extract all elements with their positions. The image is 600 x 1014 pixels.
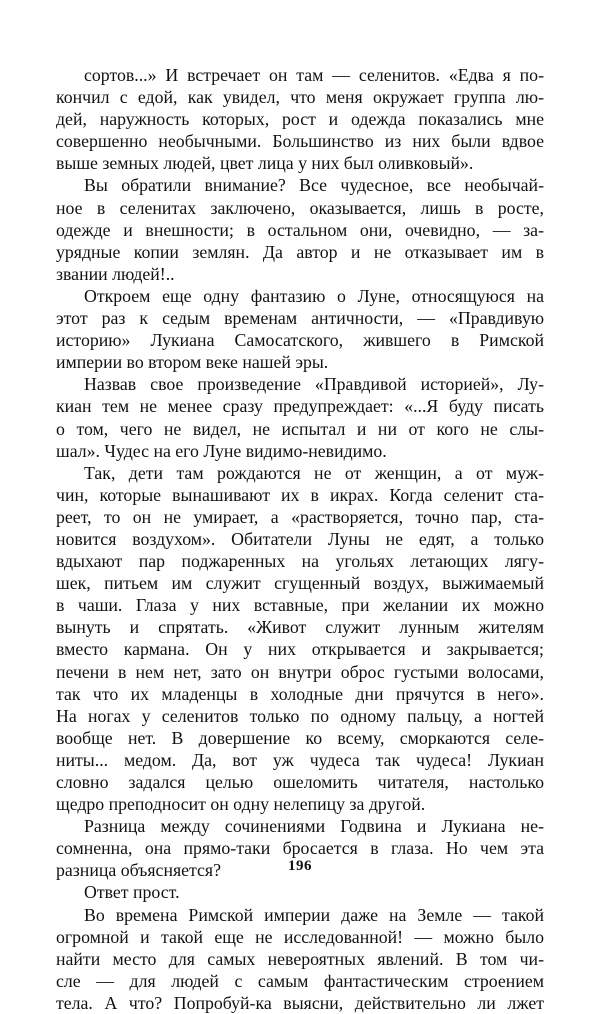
paragraph: [56, 174, 544, 284]
text-line: Разница между сочинениями Годвина и Лукиана не-: [84, 816, 544, 837]
text-line: совершенно необычными. Большинство из них были вдвое: [56, 131, 544, 152]
text-line: печени в нем нет, зато он внутри оброс густыми волосами,: [56, 661, 544, 682]
text-line: огромной и такой еще не исследованной! — можно было: [56, 926, 544, 947]
text-line: новится воздухом». Обитатели Луны не едят, а только: [56, 528, 544, 549]
text-line: сортов...» И встречает он там — селенитов. «Едва я по-: [84, 65, 544, 85]
paragraph: [56, 285, 544, 373]
paragraph: [56, 64, 544, 174]
text-line: киан тем не менее сразу предупреждает: «...Я буду писать: [56, 396, 544, 417]
text-line: На ногах у селенитов только по одному пальцу, а ногтей: [56, 705, 544, 726]
text-line: империи во втором веке нашей эры.: [56, 352, 329, 373]
text-line: сомненна, она прямо-таки бросается в глаза. Но чем эта: [56, 838, 544, 859]
text-line: шал». Чудес на его Луне видимо-невидимо.: [56, 440, 387, 461]
text-line: ное в селенитах заключено, оказывается, лишь в росте,: [56, 197, 544, 218]
text-line: чин, которые вынашивают их в икрах. Когда селенит ста-: [56, 484, 544, 505]
text-line: реет, то он не умирает, а «растворяется, точно пар, ста-: [56, 506, 544, 527]
text-line: так что их младенцы в холодные дни прячутся в него».: [56, 683, 544, 704]
text-line: звании людей!..: [56, 263, 175, 284]
text-line: Во времена Римской империи даже на Земле — такой: [84, 904, 544, 925]
text-line: вместо кармана. Он у них открывается и закрывается;: [56, 639, 544, 660]
text-line: Вы обратили внимание? Все чудесное, все необычай-: [84, 175, 544, 196]
paragraph: [56, 462, 544, 816]
text-line: вдыхают пар поджаренных на угольях летающих лягу-: [56, 551, 544, 572]
text-line: найти место для самых невероятных явлений. В том чи-: [56, 948, 544, 969]
text-line: урядные копии землян. Да автор и не отказывает им в: [56, 241, 544, 262]
text-line: Назвав свое произведение «Правдивой историей», Лу-: [84, 374, 544, 395]
paragraph: [56, 373, 544, 461]
text-line: вообще нет. В довершение ко всему, сморкаются селе-: [56, 727, 544, 748]
text-line: тела. А что? Попробуй-ка выясни, действительно ли лжет: [56, 992, 544, 1013]
text-line: Так, дети там рождаются не от женщин, а от муж-: [84, 462, 544, 483]
text-line: одежде и внешности; в остальном они, очевидно, — за-: [56, 219, 544, 240]
text-line: ниты... медом. Да, вот уж чудеса так чудеса! Лукиан: [56, 749, 544, 770]
text-line: историю» Лукиана Самосатского, жившего в Римской: [56, 330, 544, 351]
text-line: о том, чего не видел, не испытал и ни от кого не слы-: [56, 418, 544, 439]
text-line: этот раз к седым временам античности, — «Правдивую: [56, 308, 544, 329]
paragraph: [56, 881, 544, 903]
text-line: словно задался целью ошеломить читателя, настолько: [56, 772, 544, 792]
text-line: разница объясняется?: [56, 860, 221, 881]
text-line: выше земных людей, цвет лица у них был оливковый».: [56, 153, 474, 174]
page-number: 196: [288, 858, 312, 874]
text-line: дей, наружность которых, рост и одежда показались мне: [56, 109, 544, 130]
text-line: вынуть и спрятать. «Живот служит лунным жителям: [56, 617, 544, 638]
text-line: в чаши. Глаза у них вставные, при желании их можно: [56, 595, 544, 616]
text-line: сле — для людей с самым фантастическим строением: [56, 970, 544, 991]
text-line: щедро преподносит он одну нелепицу за другой.: [56, 794, 426, 815]
text-line: Ответ прост.: [84, 882, 180, 903]
text-line: шек, питьем им служит сгущенный воздух, выжимаемый: [56, 573, 544, 594]
paragraph: [56, 904, 544, 1014]
text-line: кончил с едой, как увидел, что меня окружает группа лю-: [56, 87, 544, 108]
text-line: Откроем еще одну фантазию о Луне, относящуюся на: [84, 285, 544, 306]
